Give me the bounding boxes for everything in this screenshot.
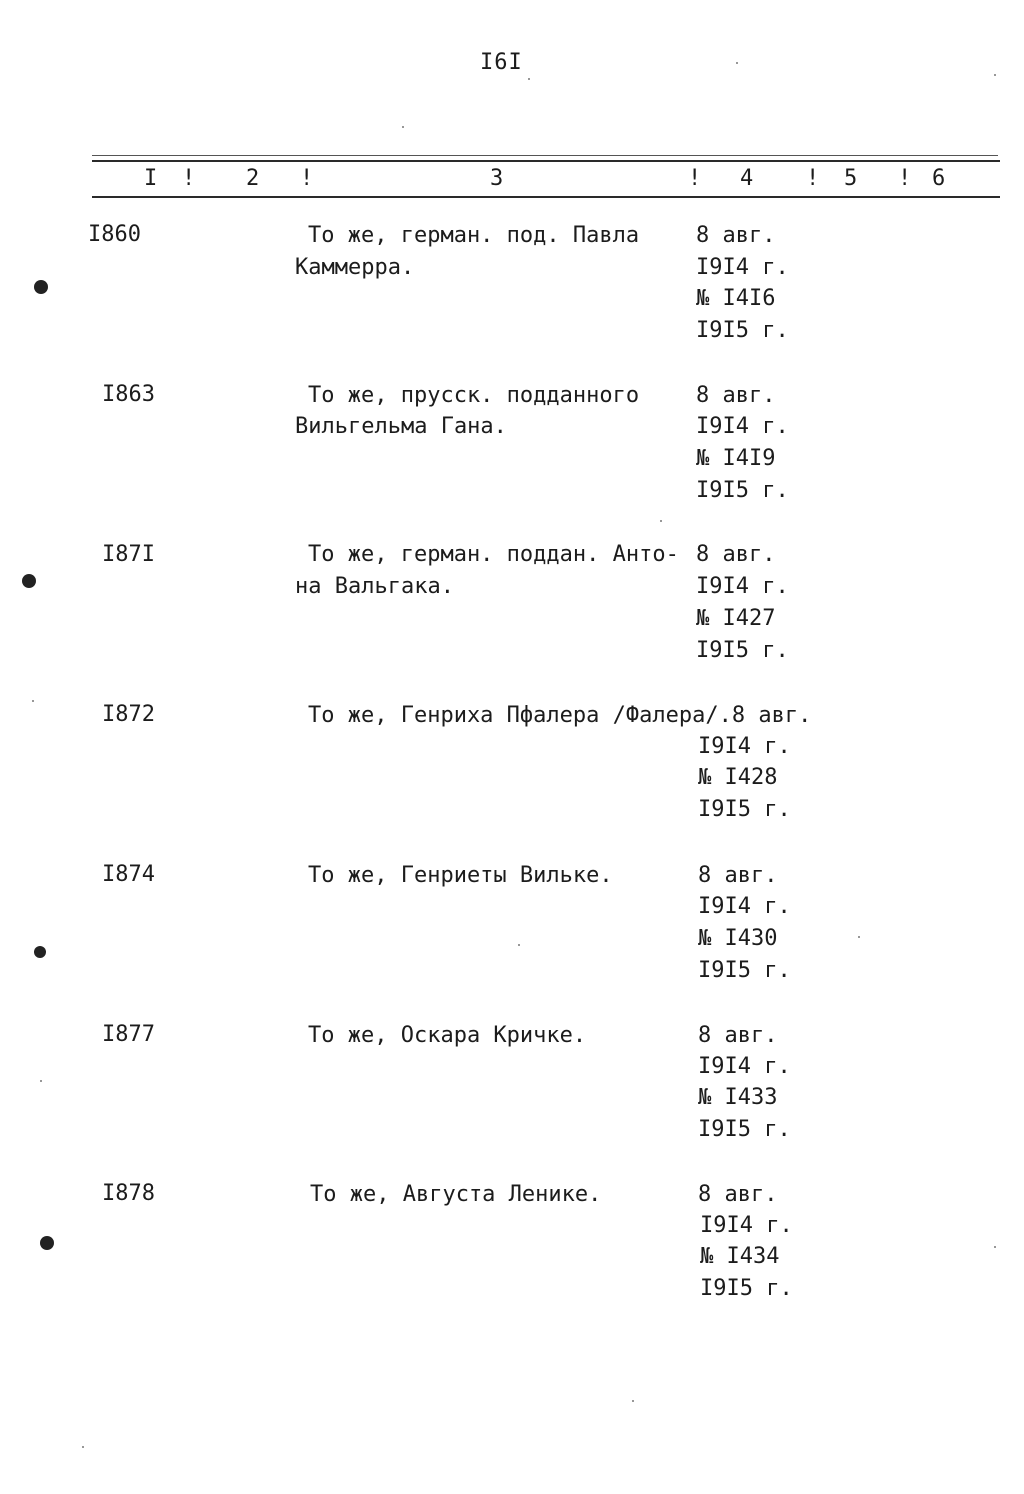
row-date-line: I9I4 г. (698, 734, 791, 759)
row-text-line: То же, герман. под. Павла (308, 223, 640, 248)
row-date-line: I9I4 г. (698, 1054, 791, 1079)
row-text-line: Каммерра. (295, 255, 415, 280)
row-date-line: № I4I6 (696, 286, 776, 311)
header-col-5: 5 (844, 166, 858, 191)
row-text-line: То же, Оскара Кричке. (308, 1023, 587, 1048)
row-text-line: То же, прусск. подданного (308, 383, 640, 408)
header-col-1: I (144, 166, 158, 191)
row-date-line: I9I5 г. (698, 958, 791, 983)
row-date-line: № I430 (698, 926, 778, 951)
row-date-line: I9I4 г. (700, 1213, 793, 1238)
row-date-line: I9I5 г. (696, 478, 789, 503)
page-number: I6I (480, 50, 523, 75)
row-date-line: 8 авг. (696, 223, 776, 248)
row-date-line: № I433 (698, 1085, 778, 1110)
scan-speck (994, 1246, 996, 1248)
row-date-line: 8 авг. (696, 542, 776, 567)
header-separator: ! (182, 166, 196, 191)
row-number: I874 (102, 862, 155, 887)
row-text-line: Вильгельма Гана. (295, 414, 507, 439)
scan-speck (858, 936, 860, 938)
row-number: I87I (102, 542, 155, 567)
row-date-line: I9I5 г. (698, 797, 791, 822)
punch-hole (34, 946, 46, 958)
punch-hole (34, 280, 48, 294)
punch-hole (40, 1236, 54, 1250)
row-date-line: I9I5 г. (698, 1117, 791, 1142)
row-text-line: То же, Генриеты Вильке. (308, 863, 613, 888)
row-date-line: I9I5 г. (696, 638, 789, 663)
row-number: I860 (88, 222, 141, 247)
header-separator: ! (300, 166, 314, 191)
row-date-line: I9I4 г. (696, 414, 789, 439)
row-date-line: № I434 (700, 1244, 780, 1269)
scan-speck (40, 1080, 42, 1082)
row-text-line: То же, Августа Ленике. (310, 1182, 602, 1207)
header-separator: ! (806, 166, 820, 191)
row-number: I878 (102, 1181, 155, 1206)
scan-speck (528, 78, 530, 80)
header-col-3: 3 (490, 166, 504, 191)
table-top-rule-thin (92, 155, 998, 156)
row-date-line: 8 авг. (698, 1023, 778, 1048)
row-text-line: То же, Генриха Пфалера /Фалера/.8 авг. (308, 703, 812, 728)
row-date-line: I9I5 г. (696, 318, 789, 343)
row-number: I872 (102, 702, 155, 727)
scan-speck (736, 62, 738, 64)
header-col-2: 2 (246, 166, 260, 191)
table-top-rule (92, 160, 1000, 162)
header-col-4: 4 (740, 166, 754, 191)
row-date-line: I9I4 г. (696, 574, 789, 599)
row-number: I863 (102, 382, 155, 407)
row-date-line: 8 авг. (698, 863, 778, 888)
scan-speck (402, 126, 404, 128)
row-text-line: То же, герман. поддан. Анто- (308, 542, 679, 567)
row-date-line: № I427 (696, 606, 776, 631)
scan-speck (660, 520, 662, 522)
row-date-line: 8 авг. (698, 1182, 778, 1207)
header-col-6: 6 (932, 166, 946, 191)
scan-speck (82, 1446, 84, 1448)
row-date-line: 8 авг. (696, 383, 776, 408)
row-date-line: № I428 (698, 765, 778, 790)
row-text-line: на Вальгака. (295, 574, 454, 599)
punch-hole (22, 574, 36, 588)
row-date-line: I9I4 г. (698, 894, 791, 919)
scan-speck (994, 74, 996, 76)
row-date-line: I9I5 г. (700, 1276, 793, 1301)
scan-speck (32, 700, 34, 702)
header-separator: ! (688, 166, 702, 191)
row-date-line: I9I4 г. (696, 255, 789, 280)
row-number: I877 (102, 1022, 155, 1047)
scan-speck (518, 944, 520, 946)
table-header-bottom-rule (92, 196, 1000, 198)
header-separator: ! (898, 166, 912, 191)
scan-speck (632, 1400, 634, 1402)
row-date-line: № I4I9 (696, 446, 776, 471)
